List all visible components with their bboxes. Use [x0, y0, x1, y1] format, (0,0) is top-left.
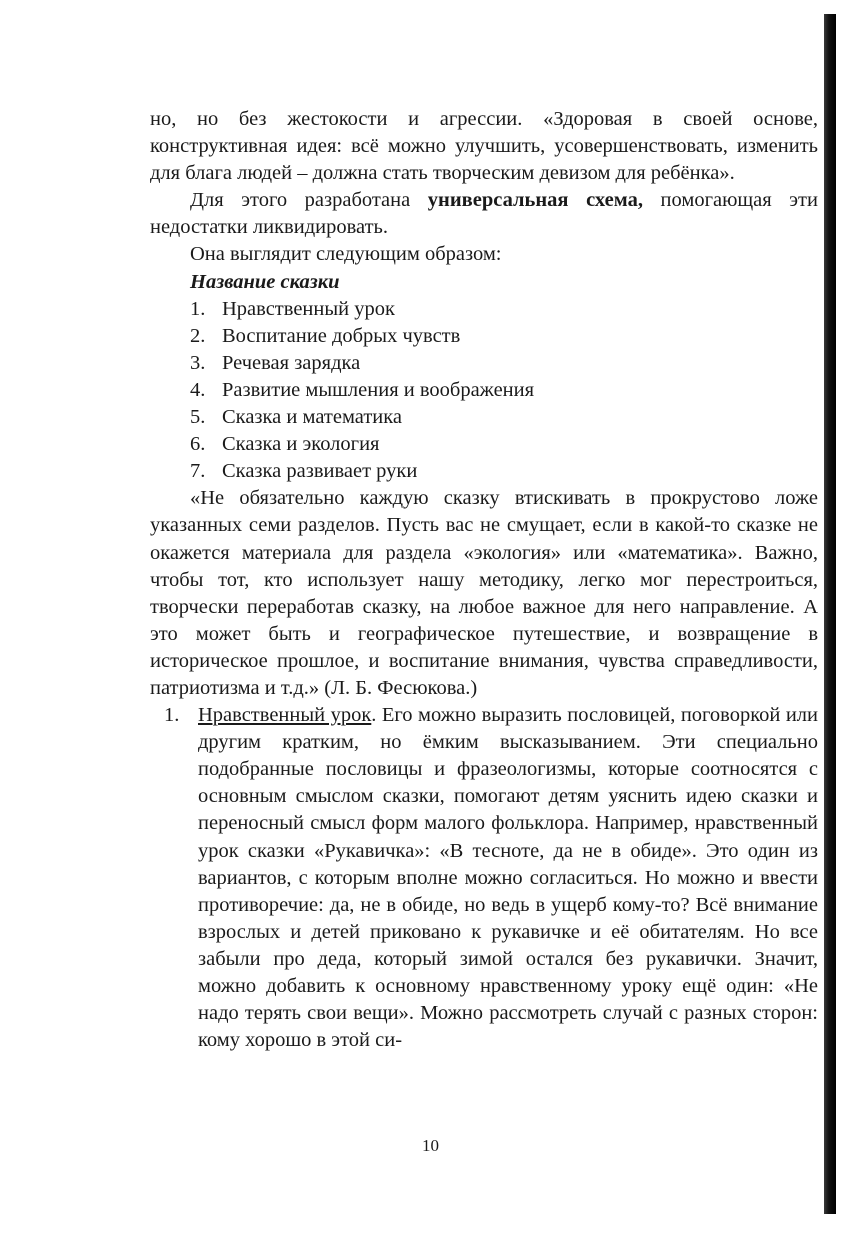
section-body	[198, 702, 818, 1054]
paragraph-scheme-start: Для этого разработана	[190, 189, 428, 212]
list-item-number: 4.	[190, 378, 206, 401]
universal-scheme-term: универсальная схема,	[427, 189, 643, 212]
page-text	[150, 106, 818, 1054]
list-item-number: 6.	[190, 433, 206, 456]
list-item	[190, 296, 818, 323]
list-item-number: 2.	[190, 324, 206, 347]
list-item-text: Нравственный урок	[222, 297, 395, 320]
section-title: Нравственный урок	[198, 704, 372, 727]
paragraph-quote: «Не обязательно каждую сказку втискивать в прокрустово ложе указанных семи разделов. Пусть вас не смущает, если в какой-то сказке не окажется материала для раздела «экология» или «математика». Важно, чтобы тот, кто использует нашу методику, легко мог перестроиться, творчески переработав сказку, на любое важное для него направление. А это может быть и географическое путешествие, и возвращение в историческое прошлое, и воспитание внимания, чувства справедливости, патриотизма и т.д.» (Л. Б. Фесюкова.)	[150, 487, 818, 699]
list-item-text: Речевая зарядка	[222, 351, 361, 374]
section-moral-lesson	[150, 702, 818, 1054]
paragraph-lookslike: Она выглядит следующим образом:	[190, 243, 502, 266]
scheme-heading: Название сказки	[190, 270, 340, 293]
list-item-text: Сказка и экология	[222, 433, 380, 456]
list-item-text: Сказка развивает руки	[222, 460, 418, 483]
paragraph-scheme	[150, 187, 818, 241]
list-item-number: 3.	[190, 351, 206, 374]
section-text: . Его можно выразить пословицей, поговоркой или другим кратким, но ёмким высказыванием. Эти специально подобранные пословицы и фразеологизмы, которые соотносятся с основным смыслом сказки, помогают детям уяснить идею сказки и переносный смысл форм малого фольклора. Например, нравственный урок сказки «Рукавичка»: «В тесноте, да не в обиде». Это один из вариантов, с которым вполне можно согласиться. Но можно и ввести противоречие: да, не в обиде, но ведь в ущерб кому-то? Всё внимание взрослых и детей приковано к рукавичке и её обитателям. Но все забыли про деда, который зимой остался без рукавички. Значит, можно добавить к основному нравственному уроку ещё один: «Не надо терять свои вещи». Можно рассмотреть случай с разных сторон: кому хорошо в этой си-	[198, 704, 818, 1052]
list-item	[190, 431, 818, 458]
list-item	[190, 458, 818, 485]
list-item	[190, 350, 818, 377]
page-edge-shadow	[824, 14, 836, 1214]
list-item-number: 1.	[190, 297, 206, 320]
page-number: 10	[422, 1136, 439, 1155]
list-item-text: Развитие мышления и воображения	[222, 378, 535, 401]
list-item-text: Воспитание добрых чувств	[222, 324, 461, 347]
paragraph-scheme-end: помогающая эти недостатки ликвидировать.	[150, 189, 818, 239]
list-item	[190, 377, 818, 404]
list-item-number: 5.	[190, 406, 206, 429]
section-number: 1.	[164, 704, 180, 727]
list-item	[190, 404, 818, 431]
list-item-number: 7.	[190, 460, 206, 483]
list-item	[190, 323, 818, 350]
paragraph-intro: но, но без жестокости и агрессии. «Здоровая в своей основе, конструктивная идея: всё можно улучшить, усовершенствовать, изменить для блага людей – должна стать творческим девизом для ребёнка».	[150, 108, 818, 185]
scheme-list	[150, 296, 818, 486]
list-item-text: Сказка и математика	[222, 406, 403, 429]
